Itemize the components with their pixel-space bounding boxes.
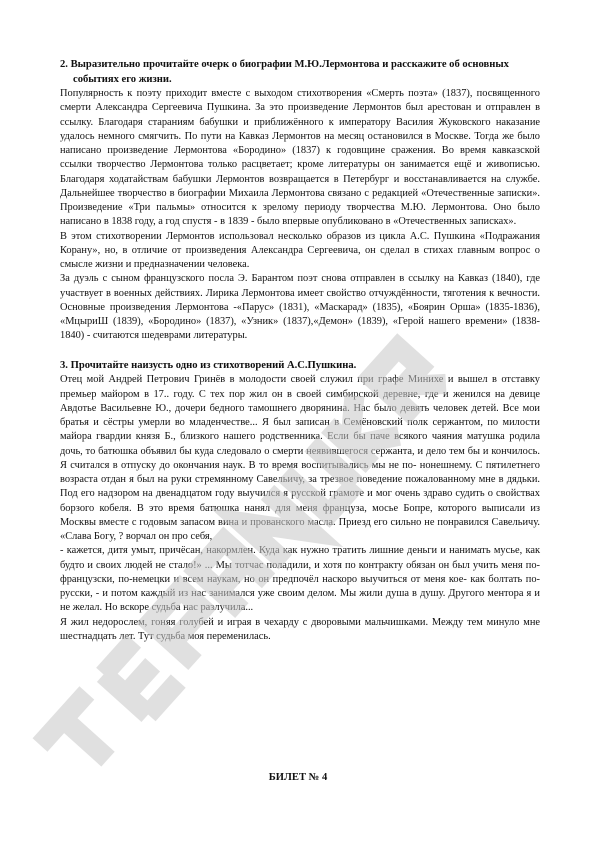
page-content [60,58,540,644]
section-2-paragraph-3: За дуэль с сыном французского посла Э. Барантом поэт снова отправлен в ссылку на Кавказ (1840), где участвует в военных действиях. Лирика Лермонтова имеет свойство отчуждённости, тяготения к вечности. Основные произведения Лермонтова -«Парус» (1831), «Маскарад» (1835), «Боярин Орша» (1835-1836), «МцыриШ (1839), «Бородино» (1837), «Узник» (1837),«Демон» (1839), «Герой нашего времени» (1838-1840) - считаются шедеврами литературы. [60,273,540,342]
section-3-heading: 3. Прочитайте наизусть одно из стихотворений А.С.Пушкина. [60,359,357,371]
section-3-paragraph-3: Я жил недорослем, гоняя голубей и играя в чехарду с дворовыми мальчишками. Между тем минуло мне шестнадцать лет. Тут судьба моя переменилась. [60,616,540,642]
section-3-paragraph-1: Отец мой Андрей Петрович Гринёв в молодости своей служил при графе Минихе и вышел в отставку премьер майором в 17.. году. С тех пор жил он в своей симбирской деревне, где и женился на девице Авдотье Васильевне Ю., дочери бедного тамошнего дворянина. Нас было девять человек детей. Все мои братья и сёстры умерли во младенчестве... Я был записан в Семёновский полк сержантом, по милости майора гвардии князя Б., близкого нашего родственника. Если бы паче всякого чаяния матушка родила дочь, то батюшка объявил бы куда следовало о смерти неявившегося сержанта, и дело тем бы и кончилось. Я считался в отпуску до окончания наук. В то время воспитывались мы не по- нонешнему. С пятилетнего возраста отдан я был на руки стремянному Савельичу, за трезвое поведение пожалованному мне в дядьки. Под его надзором на двенадцатом году выучился я русской грамоте и мог очень здраво судить о свойствах борзого кобеля. В это время батюшка нанял для меня француза, мосье Бопре, которого выписали из Москвы вместе с годовым запасом вина и прованского масла. Приезд его сильно не понравился Савельичу. «Слава Богу, ? ворчал он про себя, [60,374,540,543]
section-2-heading: 2. Выразительно прочитайте очерк о биографии М.Ю.Лермонтова и расскажите об основных событиях его жизни. [60,59,509,85]
ticket-number: БИЛЕТ № 4 [268,772,328,783]
section-2-paragraph-2: В этом стихотворении Лермонтов использовал несколько образов из цикла А.С. Пушкина «Подражания Корану», но, в отличие от произведения Александра Сергеевича, он сделал в стихах главным вопрос о смысле жизни и предназначении человека. [60,230,540,271]
section-2-paragraph-1: Популярность к поэту приходит вместе с выходом стихотворения «Смерть поэта» (1837), посвященного смерти Александра Сергеевича Пушкина. За это произведение Лермонтов был арестован и отправлен в ссылку. Благодаря стараниям бабушки и приближённого к императору Василия Жуковского наказание удалось немного смягчить. По пути на Кавказ Лермонтов на месяц остановился в Москве. Тогда же было написано произведение Лермонтова «Бородино» (1837) к годовщине сражения. Во время кавказской ссылки творчество Лермонтова только расцветает; кроме литературы он занимается ещё и живописью. Благодаря ходатайствам бабушки Лермонтов возвращается в Петербург и восстанавливается на службе. Дальнейшее творчество в биографии Михаила Лермонтова связано с редакцией «Отечественные записки». Произведение «Три пальмы» относится к зрелому периоду творчества М.Ю. Лермонтова. Оно было написано в 1838 году, а год спустя - в 1839 - было впервые опубликовано в «Отечественных записках». [60,88,540,228]
section-3-paragraph-2: - кажется, дитя умыт, причёсан, накормлен. Куда как нужно тратить лишние деньги и нанимать мусье, как будто и своих людей не стало!» ... Мы тотчас поладили, и хотя по контракту обязан он был учить меня по- французски, по-немецки и всем наукам, но он предпочёл наскоро выучиться от меня кое- как болтать по-русски, - и потом каждый из нас занимался уже своим делом. Мы жили душа в душу. Другого ментора я и не желал. Но вскоре судьба нас разлучила... [60,545,540,614]
